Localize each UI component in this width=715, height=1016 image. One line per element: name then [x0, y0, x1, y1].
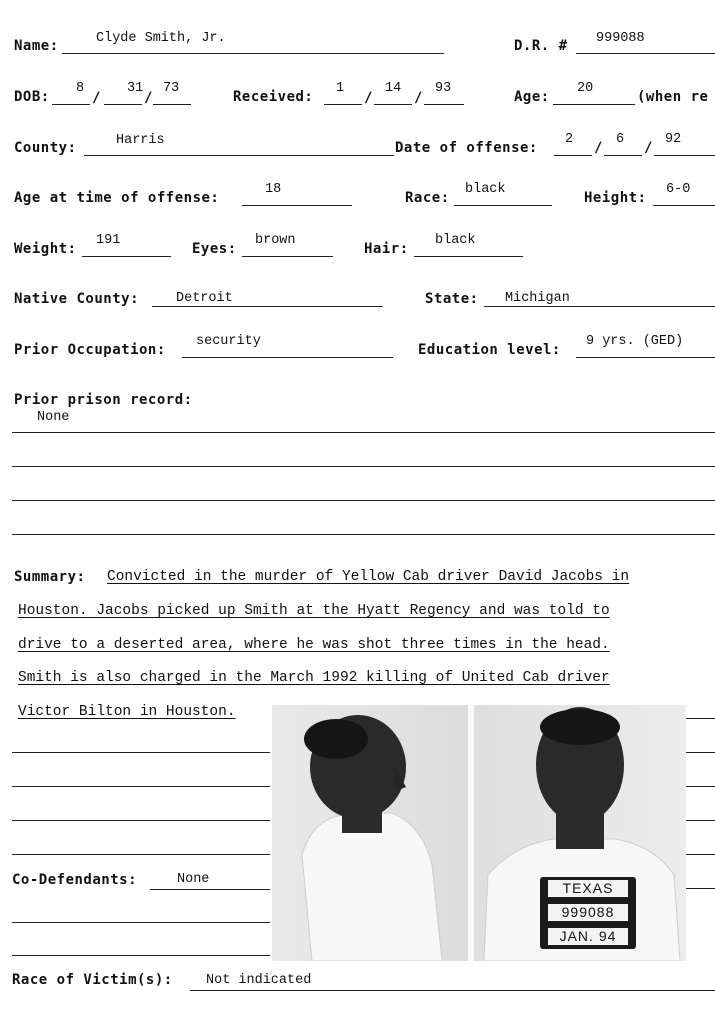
race-victim-value: Not indicated	[206, 973, 312, 988]
county-line	[84, 155, 394, 156]
summary-line-2: Houston. Jacobs picked up Smith at the Hyatt Regency and was told to	[18, 603, 610, 619]
prior-occupation-value: security	[196, 334, 261, 349]
summary-blank-line-2	[12, 786, 270, 787]
dr-value: 999088	[596, 31, 645, 46]
race-line	[454, 205, 552, 206]
placard-number: 999088	[548, 904, 628, 921]
received-day: 14	[385, 81, 402, 96]
received-month-line	[324, 104, 362, 105]
age-offense-label: Age at time of offense:	[14, 190, 220, 206]
received-year: 93	[435, 81, 452, 96]
offense-day: 6	[616, 132, 625, 147]
hair-value: black	[435, 233, 476, 248]
summary-label: Summary:	[14, 569, 86, 585]
state-line	[484, 306, 715, 307]
summary-line-5: Victor Bilton in Houston.	[18, 704, 236, 720]
height-line	[653, 205, 715, 206]
education-label: Education level:	[418, 342, 561, 358]
county-label: County:	[14, 140, 77, 156]
weight-line	[82, 256, 171, 257]
education-line	[576, 357, 715, 358]
codefendants-line	[150, 889, 270, 890]
record-line-4	[12, 534, 715, 535]
dob-day-line	[104, 104, 142, 105]
dob-year-line	[153, 104, 191, 105]
age-note: (when re	[637, 89, 709, 105]
codefendants-value: None	[177, 872, 210, 887]
age-line	[553, 104, 635, 105]
weight-label: Weight:	[14, 241, 77, 257]
received-month: 1	[336, 81, 345, 96]
hair-line	[414, 256, 523, 257]
profile-photo	[272, 705, 468, 961]
age-value: 20	[577, 81, 594, 96]
date-of-offense-label: Date of offense:	[395, 140, 538, 156]
prior-record-value: None	[37, 410, 70, 425]
placard-date: JAN. 94	[548, 928, 628, 945]
dob-month: 8	[76, 81, 85, 96]
age-label: Age:	[514, 89, 550, 105]
record-line-2	[12, 466, 715, 467]
received-day-line	[374, 104, 412, 105]
education-value: 9 yrs. (GED)	[586, 334, 684, 349]
received-label: Received:	[233, 89, 314, 105]
prior-record-label: Prior prison record:	[14, 392, 193, 408]
summary-line-4: Smith is also charged in the March 1992 killing of United Cab driver	[18, 670, 610, 686]
race-victim-label: Race of Victim(s):	[12, 972, 173, 988]
weight-value: 191	[96, 233, 121, 248]
dob-month-line	[52, 104, 90, 105]
dr-label: D.R. #	[514, 38, 568, 54]
name-label: Name:	[14, 38, 59, 54]
dob-year: 73	[163, 81, 180, 96]
native-county-value: Detroit	[176, 291, 233, 306]
offense-year: 92	[665, 132, 682, 147]
profile-silhouette-icon	[272, 705, 468, 961]
name-value: Clyde Smith, Jr.	[96, 31, 226, 46]
record-line-1	[12, 432, 715, 433]
offense-year-line	[654, 155, 715, 156]
height-label: Height:	[584, 190, 647, 206]
state-label: State:	[425, 291, 479, 307]
prior-occupation-line	[182, 357, 393, 358]
offense-month-line	[554, 155, 592, 156]
summary-blank-line-4	[12, 854, 270, 855]
offense-day-line	[604, 155, 642, 156]
race-value: black	[465, 182, 506, 197]
dob-day: 31	[127, 81, 144, 96]
native-county-line	[152, 306, 383, 307]
height-value: 6-0	[666, 182, 691, 197]
summary-line-1: Convicted in the murder of Yellow Cab driver David Jacobs in	[107, 569, 630, 585]
summary-line-3: drive to a deserted area, where he was shot three times in the head.	[18, 637, 610, 653]
native-county-label: Native County:	[14, 291, 140, 307]
race-label: Race:	[405, 190, 450, 206]
mugshot-photo	[272, 705, 686, 961]
eyes-line	[242, 256, 333, 257]
eyes-value: brown	[255, 233, 296, 248]
summary-blank-line-3	[12, 820, 270, 821]
codefendants-blank-line-1	[12, 922, 270, 923]
record-line-3	[12, 500, 715, 501]
id-placard	[540, 877, 636, 949]
summary-blank-line-1	[12, 752, 270, 753]
race-victim-line	[190, 990, 715, 991]
received-year-line	[424, 104, 464, 105]
offense-month: 2	[565, 132, 574, 147]
dob-label: DOB:	[14, 89, 50, 105]
state-value: Michigan	[505, 291, 570, 306]
codefendants-blank-line-2	[12, 955, 270, 956]
hair-label: Hair:	[364, 241, 409, 257]
codefendants-label: Co-Defendants:	[12, 872, 138, 888]
eyes-label: Eyes:	[192, 241, 237, 257]
dr-line	[576, 53, 715, 54]
placard-state: TEXAS	[548, 880, 628, 897]
age-offense-line	[242, 205, 352, 206]
prior-occupation-label: Prior Occupation:	[14, 342, 166, 358]
name-line	[62, 53, 444, 54]
county-value: Harris	[116, 133, 165, 148]
age-offense-value: 18	[265, 182, 282, 197]
